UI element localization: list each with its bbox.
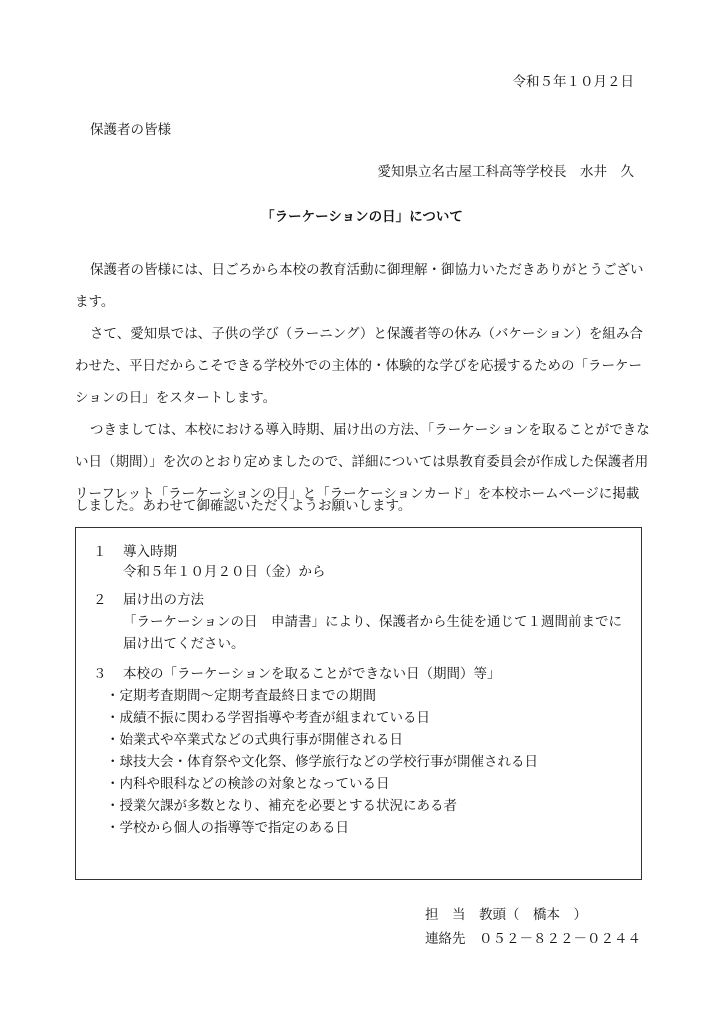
recipient: 保護者の皆様 — [90, 122, 171, 138]
letter-date: 令和５年１０月２日 — [512, 74, 634, 90]
section-heading: 本校の「ラーケーションを取ることができない日（期間）等」 — [123, 666, 501, 682]
bullet-item: ・定期考査期間～定期考査最終日までの期間 — [106, 688, 376, 704]
bullet-item: ・球技大会・体育祭や文化祭、修学旅行などの学校行事が開催される日 — [106, 754, 538, 770]
body-line: リーフレット「ラーケーションの日」と「ラーケーションカード」を本校ホームページに掲載 — [75, 486, 640, 502]
bullet-item: ・始業式や卒業式などの式典行事が開催される日 — [106, 732, 403, 748]
details-box — [75, 527, 642, 880]
contact-phone: 連絡先 ０５２－８２２－０２４４ — [425, 931, 641, 947]
bullet-item: ・内科や眼科などの検診の対象となっている日 — [106, 776, 390, 792]
contact-person: 担 当 教頭（ 橋本 ） — [425, 907, 587, 923]
body-line: ションの日」をスタートします。 — [75, 390, 277, 406]
body-line: わせた、平日だからこそできる学校外での主体的・体験的な学びを応援するための「ラーケー — [75, 358, 642, 374]
section-number: １ — [93, 544, 107, 560]
body-line: さて、愛知県では、子供の学び（ラーニング）と保護者等の休み（バケーション）を組み合 — [90, 326, 643, 342]
body-line: い日（期間）」を次のとおり定めましたので、詳細については県教育委員会が作成した保護者用 — [75, 454, 649, 470]
bullet-item: ・成績不振に関わる学習指導や考査が組まれている日 — [106, 710, 430, 726]
body-line: つきましては、本校における導入時期、届け出の方法、「ラーケーションを取ることができな — [90, 422, 650, 438]
section-number: ３ — [93, 666, 107, 682]
section-number: ２ — [93, 592, 107, 608]
bullet-item: ・授業欠課が多数となり、補充を必要とする状況にある者 — [106, 798, 457, 814]
section-heading: 導入時期 — [123, 544, 177, 560]
body-line: ます。 — [75, 294, 115, 310]
section-content: 「ラーケーションの日 申請書」により、保護者から生徒を通じて１週間前までに — [123, 614, 622, 630]
sender: 愛知県立名古屋工科高等学校長 水井 久 — [377, 164, 634, 180]
section-content: 届け出てください。 — [123, 636, 245, 652]
section-content: 令和５年１０月２０日（金）から — [123, 564, 326, 580]
body-line: しました。あわせて御確認いただくようお願いします。 — [75, 498, 412, 514]
bullet-item: ・学校から個人の指導等で指定のある日 — [106, 820, 349, 836]
body-line: 保護者の皆様には、日ごろから本校の教育活動に御理解・御協力いただきありがとうござい — [90, 262, 644, 278]
section-heading: 届け出の方法 — [123, 592, 204, 608]
document-title: 「ラーケーションの日」について — [261, 209, 463, 225]
